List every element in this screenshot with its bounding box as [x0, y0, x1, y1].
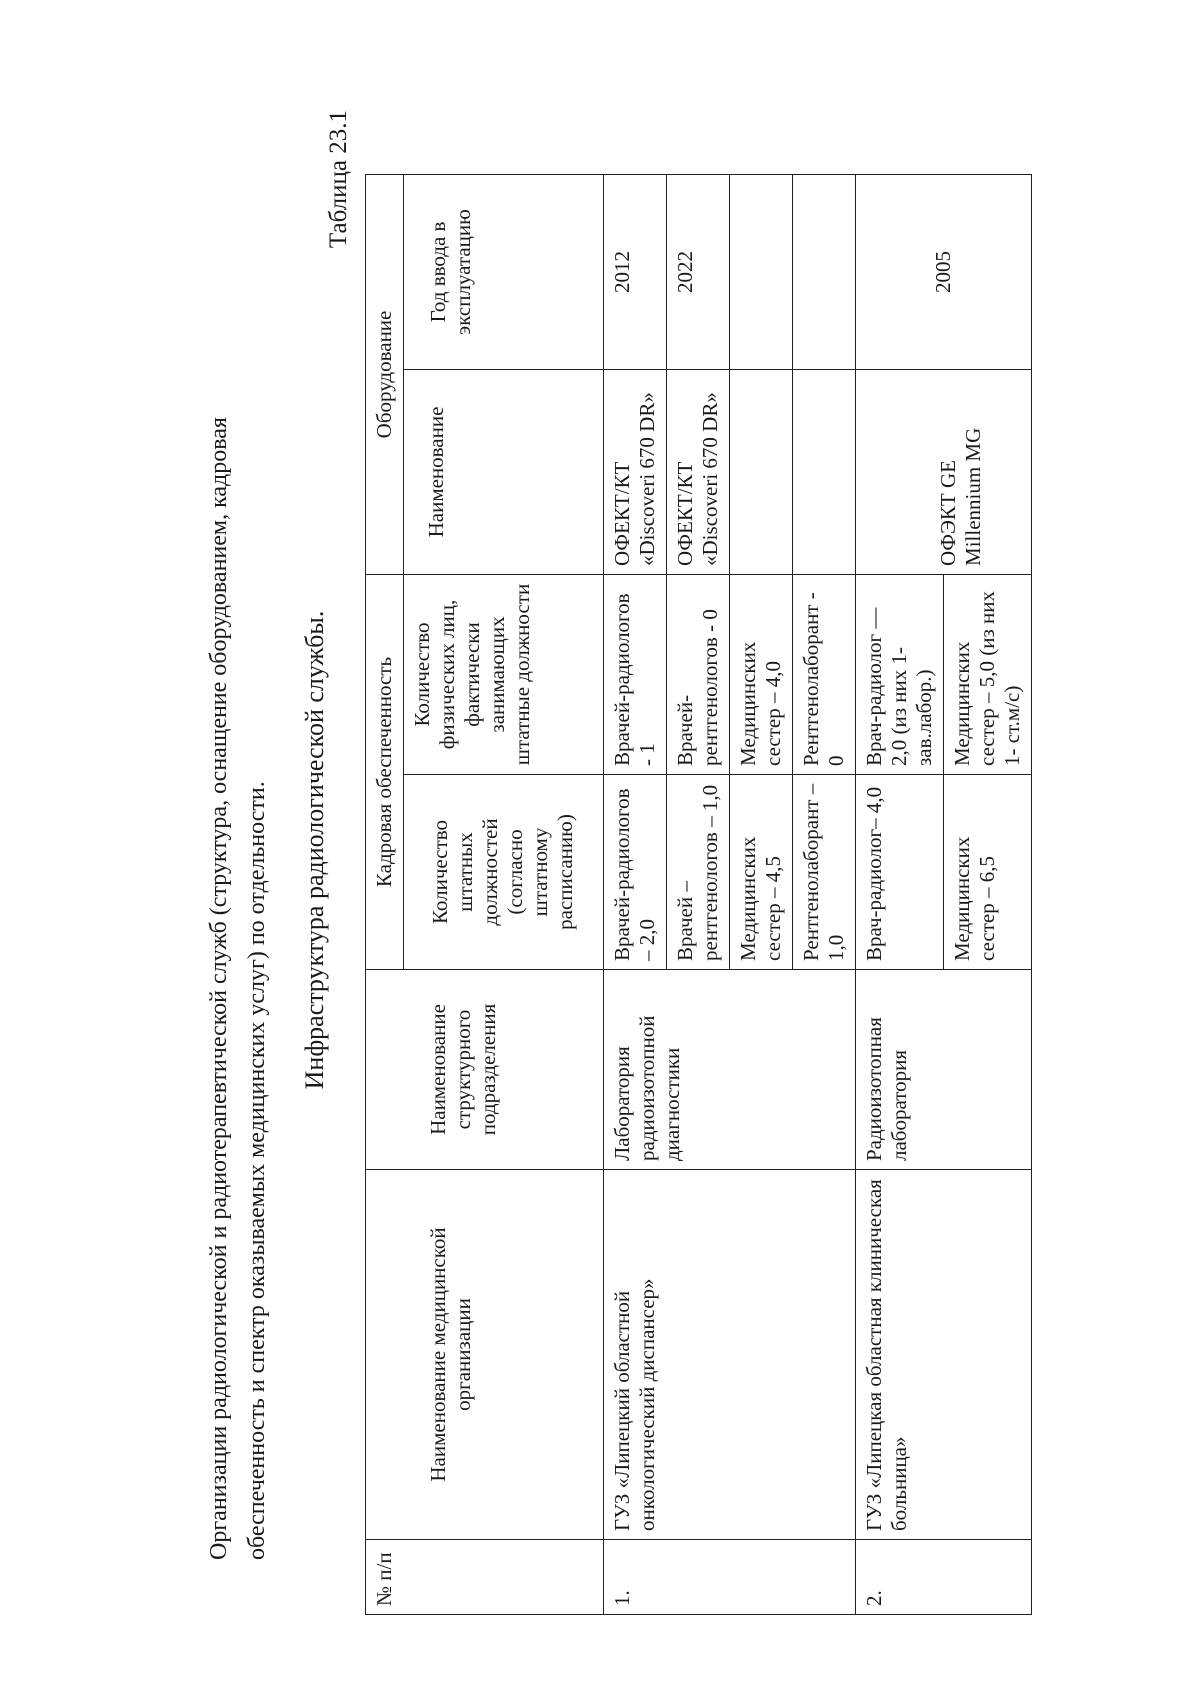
header-org: Наименование медицинской организации — [366, 1170, 604, 1540]
row1-year-4 — [793, 174, 856, 369]
row1-num: 1. — [604, 1540, 856, 1615]
row1-org: ГУЗ «Липецкий областной онкологический диспансер» — [604, 1170, 856, 1540]
row2-positions-2: Медицинских сестер – 6,5 — [944, 775, 1032, 970]
row2-org: ГУЗ «Липецкая областная клиническая больница» — [856, 1170, 1032, 1540]
row1-equip-3 — [730, 369, 793, 574]
header-equip-group: Оборудование — [366, 174, 404, 574]
table-number: Таблица 23.1 — [325, 110, 352, 249]
table-title: Инфраструктура радиологической службы. — [300, 610, 329, 1090]
intro-paragraph — [200, 80, 276, 1560]
row1-positions-2: Врачей – рентгенологов – 1,0 — [667, 775, 730, 970]
rotated-page — [20, 50, 1180, 1650]
row2-unit: Радиоизотопная лаборатория — [856, 970, 1032, 1170]
header-unit: Наименование структурного подразделения — [366, 970, 604, 1170]
row1-year-1: 2012 — [604, 174, 667, 369]
table-row — [604, 174, 667, 1614]
row1-unit: Лаборатория радиоизотопной диагностики — [604, 970, 856, 1170]
row1-equip-1: ОФЕКТ/КТ «Discoveri 670 DR» — [604, 369, 667, 574]
header-equip-year: Год ввода в эксплуатацию — [404, 174, 604, 369]
row1-equip-4 — [793, 369, 856, 574]
row1-year-2: 2022 — [667, 174, 730, 369]
header-row-1 — [366, 174, 404, 1614]
intro-line-2: обеспеченность и спектр оказываемых медицинских услуг) по отдельности. — [244, 781, 270, 1560]
header-num: № п/п — [366, 1540, 604, 1615]
row1-persons-2: Врачей-рентгенологов - 0 — [667, 574, 730, 774]
header-staff-group: Кадровая обеспеченность — [366, 574, 404, 969]
header-staff-persons: Количество физических лиц, фактически занимающих штатные должности — [404, 574, 604, 774]
row1-positions-3: Медицинских сестер – 4,5 — [730, 775, 793, 970]
row1-positions-1: Врачей-радиологов – 2,0 — [604, 775, 667, 970]
row2-persons-2: Медицинских сестер – 5,0 (из них 1- ст.м/с) — [944, 574, 1032, 774]
row1-year-3 — [730, 174, 793, 369]
infrastructure-table — [365, 174, 1032, 1615]
row2-persons-1: Врач-радиолог — 2,0 (из них 1- зав.лабор.) — [856, 574, 944, 774]
row1-persons-1: Врачей-радиологов - 1 — [604, 574, 667, 774]
row1-persons-4: Рентгенолаборант - 0 — [793, 574, 856, 774]
row1-positions-4: Рентгенолаборант – 1,0 — [793, 775, 856, 970]
table-row — [856, 174, 944, 1614]
row2-equip: ОФЭКТ GE Millennium MG — [856, 369, 1032, 574]
row1-equip-2: ОФЕКТ/КТ «Discoveri 670 DR» — [667, 369, 730, 574]
header-staff-positions: Количество штатных должностей (согласно штатному расписанию) — [404, 775, 604, 970]
row1-persons-3: Медицинских сестер – 4,0 — [730, 574, 793, 774]
row2-num: 2. — [856, 1540, 1032, 1615]
intro-line-1: Организации радиологической и радиотерапевтической служб (структура, оснащение оборудованием, кадровая — [206, 417, 232, 1560]
row2-year: 2005 — [856, 174, 1032, 369]
row2-positions-1: Врач-радиолог– 4,0 — [856, 775, 944, 970]
header-equip-name: Наименование — [404, 369, 604, 574]
